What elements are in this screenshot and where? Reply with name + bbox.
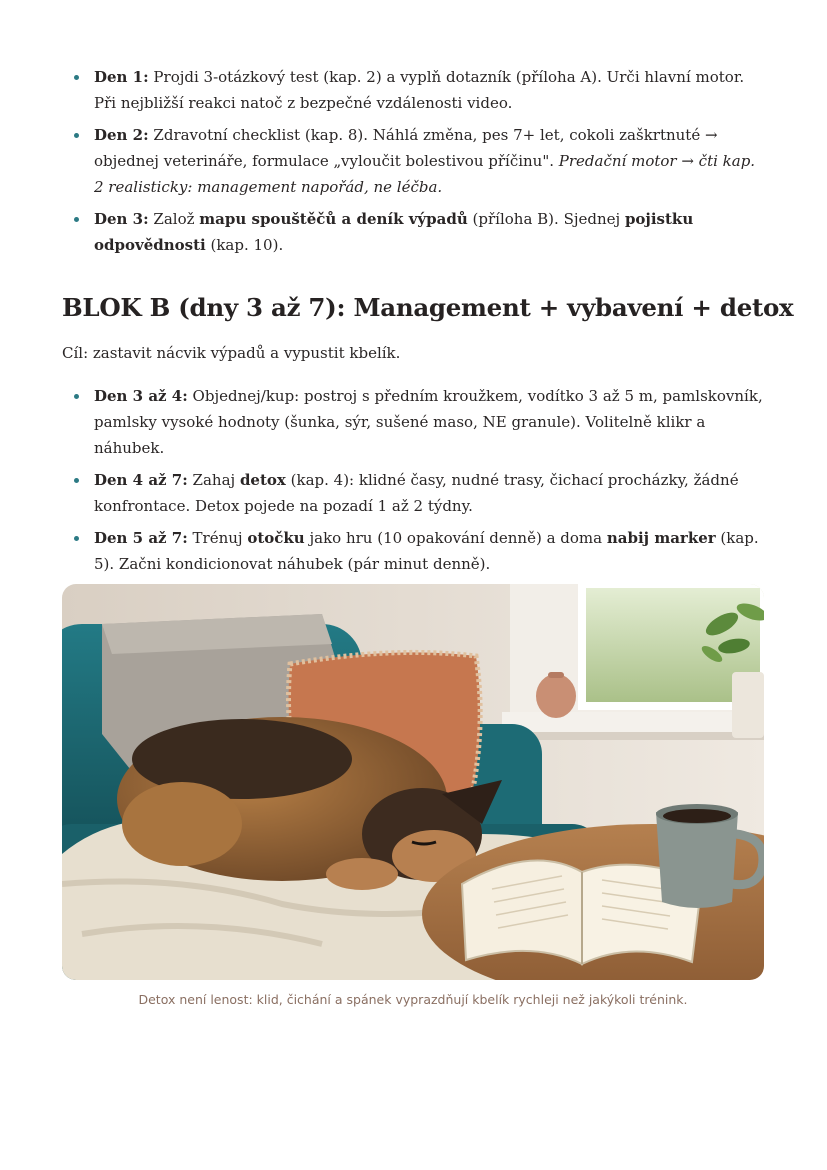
bullet-dot [74,217,79,222]
day-label: Den 5 až 7: [94,529,188,547]
list-item-day-3 [62,206,767,258]
item-text: (příloha B). Sjednej [467,210,625,228]
item-text: (kap. 4): klidné časy, nudné trasy, čichací procházky, žádné konfrontace. Detox pojede na pozadí 1 až 2 týdny. [94,471,739,515]
item-emphasis: nabij marker [606,529,716,547]
illustration-sleeping-dog [62,584,764,980]
item-note-italic: Predační motor → čti kap. 2 realisticky: management napořád, ne léčba. [94,152,756,196]
day-label: Den 2: [94,126,149,144]
item-emphasis: mapu spouštěčů a deník výpadů [199,210,468,228]
list-item-day-5-7 [62,525,767,577]
day-label: Den 1: [94,68,149,86]
bullet-dot [74,478,79,483]
item-text: Zahaj [187,471,240,489]
item-text: (kap. 5). Začni kondicionovat náhubek (pár minut denně). [94,529,759,573]
day-label: Den 3: [94,210,149,228]
item-text: Projdi 3-otázkový test (kap. 2) a vyplň dotazník (příloha A). Urči hlavní motor. Při nejbližší reakci natoč z bezpečné vzdálenosti video. [94,68,745,112]
bullet-dot [74,394,79,399]
item-text: Založ [148,210,200,228]
list-item-day-1 [62,64,767,116]
section-heading-block-b: BLOK B (dny 3 až 7): Management + vybavení + detox [62,293,794,322]
list-item-day-2 [62,122,767,200]
item-emphasis: detox [239,471,286,489]
list-item-day-3-4 [62,383,767,461]
bullet-dot [74,75,79,80]
item-emphasis: pojistku odpovědnosti [94,210,694,254]
item-text: jako hru (10 opakování denně) a doma [304,529,607,547]
day-label: Den 3 až 4: [94,387,188,405]
bullet-dot [74,133,79,138]
block-a-list [62,64,767,264]
bullet-dot [74,536,79,541]
item-emphasis: otočku [247,529,305,547]
item-text: Trénuj [187,529,248,547]
item-text: (kap. 10). [205,236,284,254]
item-text: Zdravotní checklist (kap. 8). Náhlá změna, pes 7+ let, cokoli zaškrtnuté → objednej veterináře, formulace „vyloučit bolestivou příčinu". [94,126,718,170]
day-label: Den 4 až 7: [94,471,188,489]
section-goal: Cíl: zastavit nácvik výpadů a vypustit kbelík. [62,344,401,362]
block-b-list [62,383,767,583]
window [502,584,764,740]
figure-caption: Detox není lenost: klid, čichání a spánek vyprazdňují kbelík rychleji než jakýkoli trénink. [138,992,688,1007]
item-text: Objednej/kup: postroj s předním kroužkem, vodítko 3 až 5 m, pamlskovník, pamlsky vysoké hodnoty (šunka, sýr, sušené maso, NE granule). Volitelně klikr a náhubek. [94,387,763,457]
list-item-day-4-7 [62,467,767,519]
